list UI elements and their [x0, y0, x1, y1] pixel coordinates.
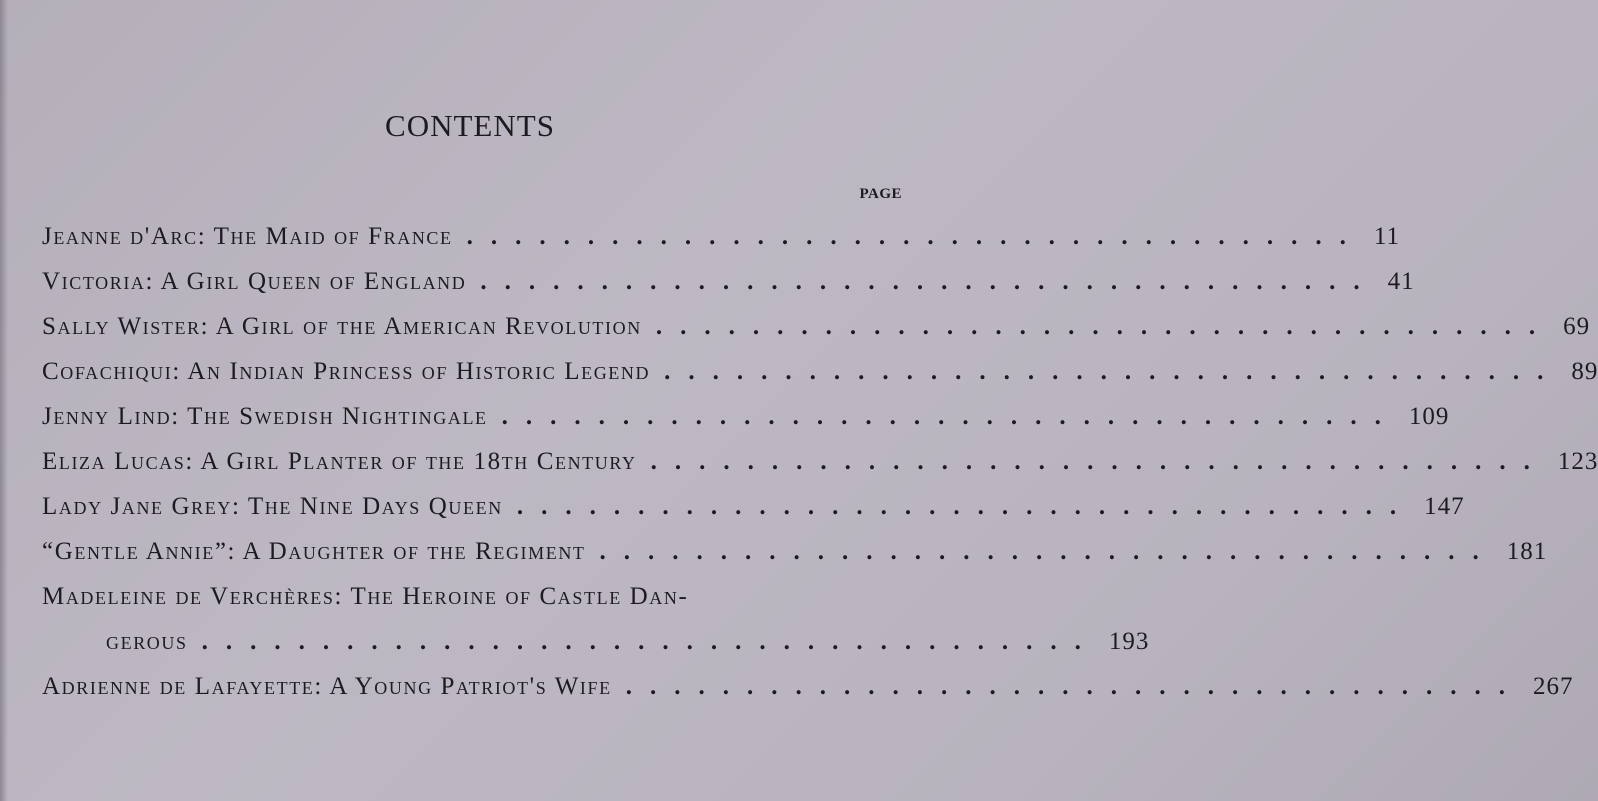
toc-entry: [42, 394, 1450, 439]
toc-entry-title: Sally Wister: A Girl of the American Revolution: [42, 313, 642, 340]
toc-entry: [42, 484, 1465, 529]
dot-leader: .....................................: [650, 448, 1548, 475]
toc-entry-title: Madeleine de Verchères: The Heroine of Castle Dan-: [42, 583, 689, 610]
toc-entry-title: Eliza Lucas: A Girl Planter of the 18th Century: [42, 448, 637, 475]
toc-entry: [42, 214, 1400, 259]
toc-entry-page: 267: [1532, 673, 1574, 700]
toc-entry-title: Victoria: A Girl Queen of England: [42, 268, 467, 295]
toc-entry-page: 69: [1563, 313, 1591, 340]
toc-entry-continuation: [42, 619, 1150, 664]
toc-entry: [42, 259, 1415, 304]
dot-leader: .....................................: [466, 223, 1364, 250]
dot-leader: .....................................: [516, 493, 1415, 520]
dot-leader: .....................................: [664, 358, 1562, 385]
toc-entry-title: Jenny Lind: The Swedish Nightingale: [42, 403, 488, 430]
dot-leader: .....................................: [201, 628, 1099, 655]
page-column-label: PAGE: [859, 186, 902, 202]
toc-entry-title: Jeanne d'Arc: The Maid of France: [42, 223, 453, 250]
toc-entry-page: 123: [1557, 448, 1598, 475]
toc-entry-page: 147: [1424, 493, 1465, 520]
dot-leader: .....................................: [480, 268, 1378, 295]
page-title: CONTENTS: [385, 108, 555, 143]
dot-leader: .....................................: [599, 538, 1497, 565]
toc-entry-page: 41: [1387, 268, 1415, 295]
dot-leader: .....................................: [655, 313, 1554, 340]
toc-entry: [42, 349, 1598, 394]
toc-entry-title: Cofachiqui: An Indian Princess of Historic Legend: [42, 358, 651, 385]
toc-entry-title: “Gentle Annie”: A Daughter of the Regiment: [42, 538, 586, 565]
dot-leader: .....................................: [625, 673, 1523, 700]
toc-entry-page: 89: [1571, 358, 1598, 385]
toc-entry-title-continued: gerous: [106, 628, 188, 655]
toc-entry-title: Adrienne de Lafayette: A Young Patriot's Wife: [42, 673, 612, 700]
toc-entry: [42, 304, 1591, 349]
toc-entry-title: Lady Jane Grey: The Nine Days Queen: [42, 493, 503, 520]
toc-entry-page: 109: [1408, 403, 1450, 430]
dot-leader: .....................................: [501, 403, 1399, 430]
toc-entry: [42, 664, 1574, 709]
toc-list: [42, 214, 1598, 709]
toc-entry-page: 181: [1506, 538, 1548, 565]
toc-entry-page: 193: [1108, 628, 1150, 655]
toc-entry: [42, 574, 904, 619]
toc-entry: [42, 439, 1598, 484]
toc-entry-page: 11: [1373, 223, 1400, 250]
toc-entry: [42, 529, 1548, 574]
